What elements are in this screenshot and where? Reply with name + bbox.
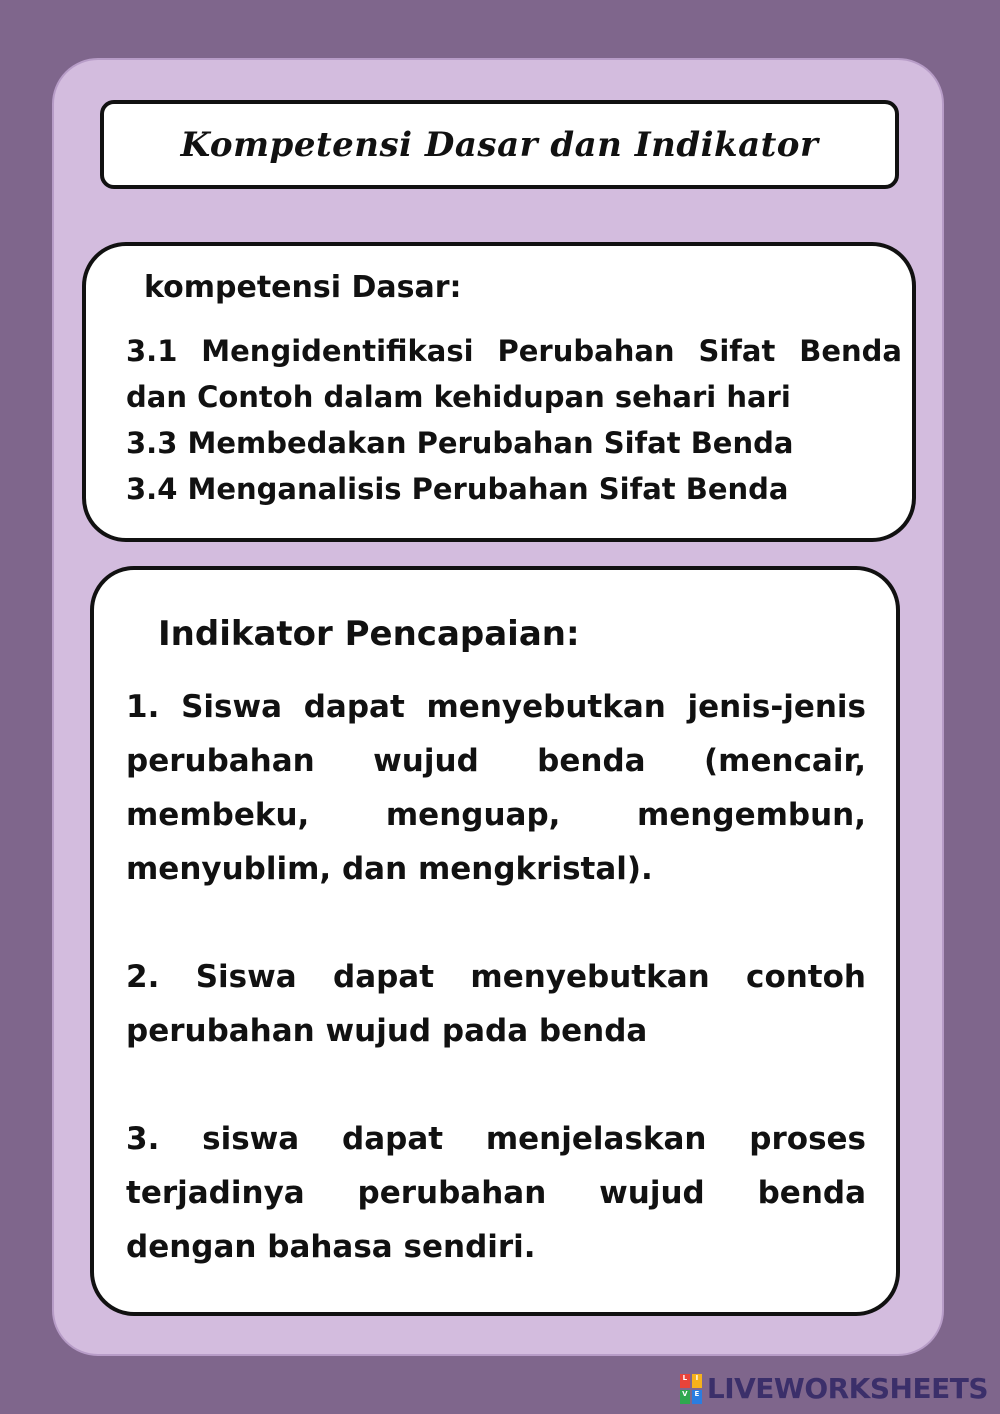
indikator-heading: Indikator Pencapaian: (158, 614, 580, 654)
liveworksheets-brand[interactable] (680, 1372, 988, 1405)
kompetensi-dasar-item: 3.3 Membedakan Perubahan Sifat Benda (126, 426, 794, 460)
kompetensi-dasar-box (82, 242, 916, 542)
kompetensi-dasar-item: 3.4 Menganalisis Perubahan Sifat Benda (126, 472, 789, 506)
kompetensi-dasar-heading: kompetensi Dasar: (144, 270, 462, 305)
indikator-item: 1. Siswa dapat menyebutkan jenis-jenis perubahan wujud benda (mencair, membeku, menguap, mengembun, menyublim, dan mengkristal). (126, 689, 866, 887)
indikator-item: 2. Siswa dapat menyebutkan contoh perubahan wujud pada benda (126, 959, 866, 1049)
liveworksheets-wordmark: LIVEWORKSHEETS (706, 1372, 988, 1405)
logo-letter-e: E (692, 1390, 702, 1404)
logo-letter-i: I (692, 1374, 702, 1388)
indikator-box (90, 566, 900, 1316)
indikator-list (126, 680, 866, 1274)
logo-letter-v: V (680, 1390, 690, 1404)
liveworksheets-logo-icon (680, 1374, 702, 1404)
indikator-item: 3. siswa dapat menjelaskan proses terjadinya perubahan wujud benda dengan bahasa sendiri. (126, 1121, 866, 1265)
kompetensi-dasar-list (126, 328, 902, 512)
logo-letter-l: L (680, 1374, 690, 1388)
title-box (100, 100, 899, 189)
kompetensi-dasar-item: 3.1 Mengidentifikasi Perubahan Sifat Benda dan Contoh dalam kehidupan sehari hari (126, 334, 902, 414)
page-title: Kompetensi Dasar dan Indikator (180, 124, 819, 165)
